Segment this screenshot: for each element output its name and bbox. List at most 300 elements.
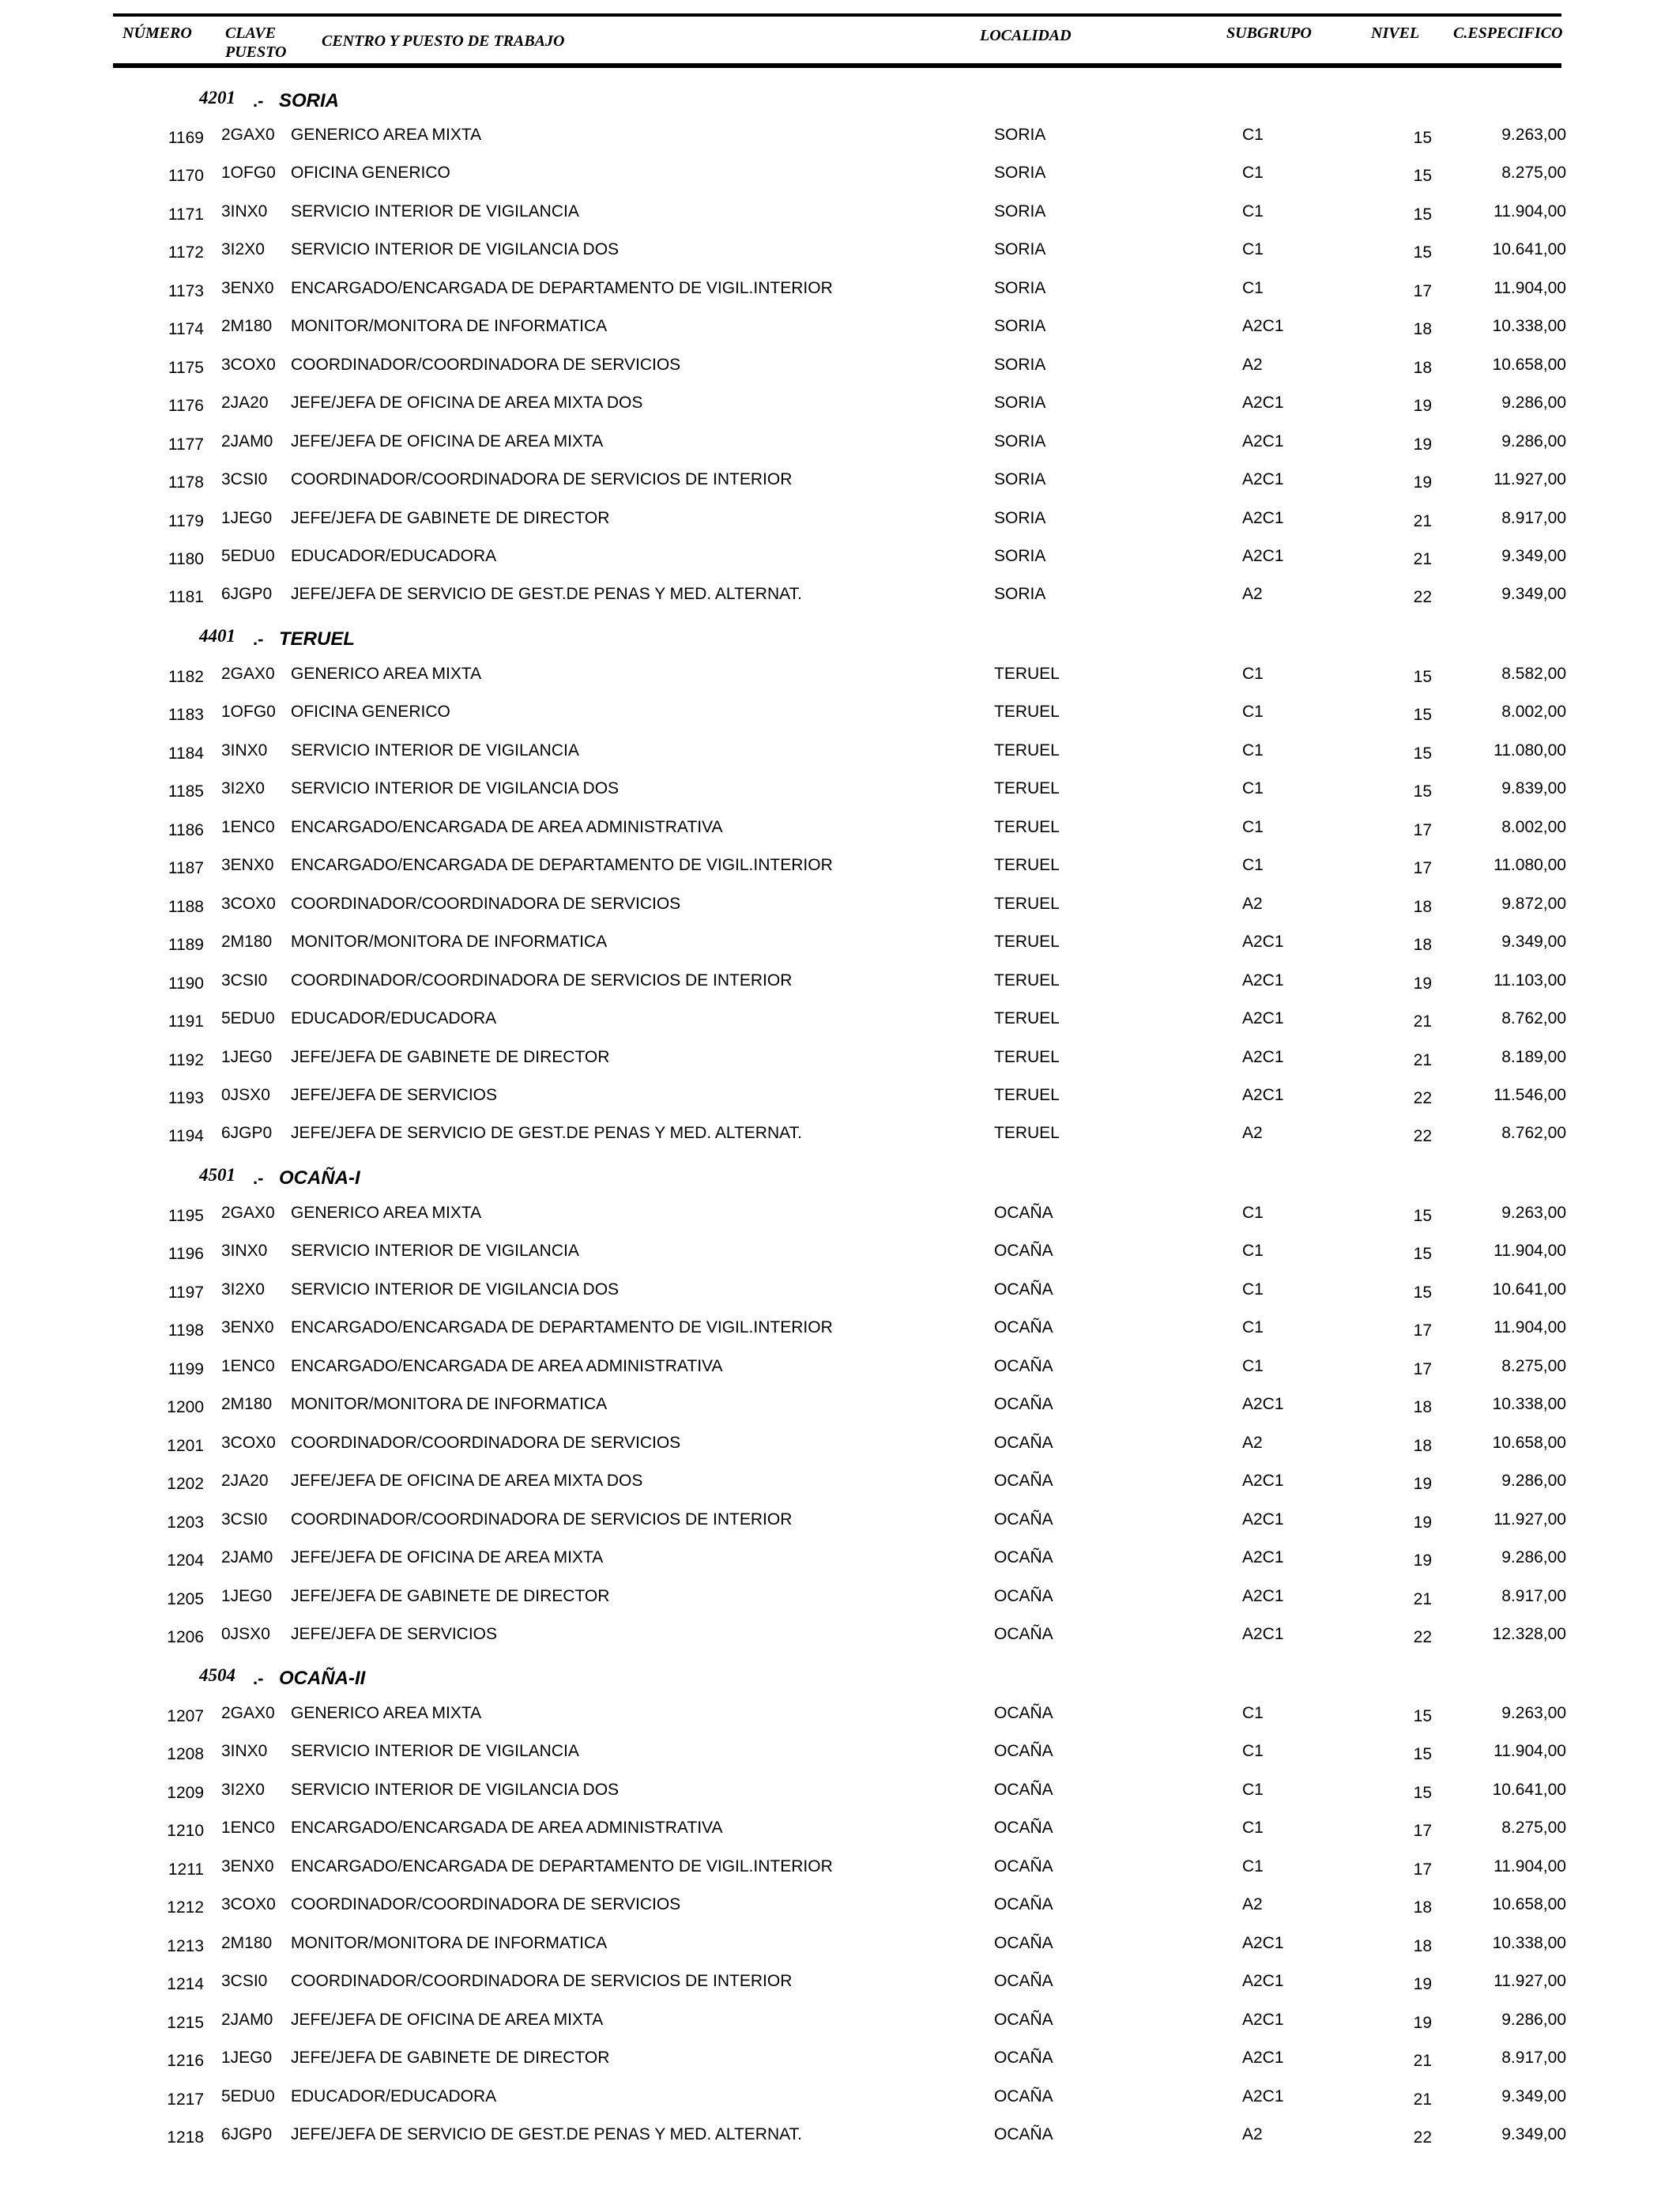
- row-localidad: SORIA: [994, 279, 1046, 297]
- row-numero: 1211: [168, 1860, 204, 1879]
- row-subgrupo: C1: [1242, 856, 1264, 874]
- row-puesto: SERVICIO INTERIOR DE VIGILANCIA: [291, 1242, 579, 1260]
- row-puesto: SERVICIO INTERIOR DE VIGILANCIA: [291, 741, 579, 760]
- row-nivel: 15: [1413, 205, 1432, 224]
- table-row: [0, 469, 1680, 493]
- row-especifico: 8.189,00: [1501, 1048, 1566, 1066]
- row-especifico: 9.263,00: [1501, 1704, 1566, 1722]
- row-subgrupo: C1: [1242, 1857, 1264, 1875]
- row-numero: 1178: [168, 473, 204, 492]
- row-numero: 1192: [168, 1051, 204, 1069]
- row-localidad: OCAÑA: [994, 1242, 1053, 1260]
- row-localidad: OCAÑA: [994, 1472, 1053, 1490]
- row-puesto: MONITOR/MONITORA DE INFORMATICA: [291, 933, 608, 951]
- row-numero: 1172: [168, 243, 204, 262]
- row-clave: 2M180: [221, 1395, 273, 1413]
- row-nivel: 22: [1413, 1628, 1432, 1646]
- row-numero: 1183: [168, 706, 204, 724]
- row-nivel: 21: [1413, 2052, 1432, 2070]
- row-nivel: 22: [1413, 1127, 1432, 1145]
- row-localidad: OCAÑA: [994, 2087, 1053, 2105]
- row-nivel: 15: [1413, 243, 1432, 262]
- row-nivel: 15: [1413, 782, 1432, 801]
- row-numero: 1176: [168, 397, 204, 415]
- row-localidad: TERUEL: [994, 856, 1060, 874]
- table-row: [0, 2048, 1680, 2071]
- row-localidad: TERUEL: [994, 1009, 1060, 1027]
- table-row: [0, 1586, 1680, 1610]
- header-clave: [225, 24, 286, 62]
- row-numero: 1180: [168, 550, 204, 568]
- row-puesto: COORDINADOR/COORDINADORA DE SERVICIOS DE INTERIOR: [291, 1510, 793, 1529]
- row-subgrupo: A2C1: [1242, 1086, 1284, 1104]
- row-clave: 5EDU0: [221, 2087, 275, 2105]
- row-nivel: 19: [1413, 473, 1432, 492]
- row-subgrupo: A2C1: [1242, 1934, 1284, 1952]
- row-puesto: COORDINADOR/COORDINADORA DE SERVICIOS: [291, 895, 681, 913]
- row-localidad: TERUEL: [994, 933, 1060, 951]
- row-nivel: 17: [1413, 1321, 1432, 1340]
- row-especifico: 11.904,00: [1494, 279, 1566, 297]
- row-nivel: 22: [1413, 1089, 1432, 1107]
- row-localidad: TERUEL: [994, 703, 1060, 721]
- row-especifico: 8.917,00: [1501, 1587, 1566, 1605]
- row-numero: 1204: [167, 1551, 204, 1570]
- table-row: [0, 1356, 1680, 1380]
- row-especifico: 9.286,00: [1501, 2011, 1566, 2029]
- row-subgrupo: C1: [1242, 1742, 1264, 1760]
- row-puesto: JEFE/JEFA DE GABINETE DE DIRECTOR: [291, 1048, 610, 1066]
- table-row: [0, 1741, 1680, 1765]
- row-clave: 0JSX0: [221, 1625, 270, 1643]
- row-especifico: 11.927,00: [1494, 470, 1566, 488]
- row-especifico: 8.275,00: [1501, 1357, 1566, 1375]
- row-clave: 2M180: [221, 933, 273, 951]
- row-localidad: OCAÑA: [994, 1819, 1053, 1837]
- row-subgrupo: A2C1: [1242, 317, 1284, 335]
- section-heading: [0, 1163, 1680, 1190]
- row-nivel: 18: [1413, 1898, 1432, 1917]
- row-puesto: JEFE/JEFA DE OFICINA DE AREA MIXTA DOS: [291, 394, 643, 412]
- row-clave: 1OFG0: [221, 164, 276, 182]
- table-row: [0, 664, 1680, 688]
- row-subgrupo: A2C1: [1242, 933, 1284, 951]
- row-numero: 1194: [168, 1127, 204, 1145]
- row-localidad: SORIA: [994, 585, 1046, 603]
- table-row: [0, 355, 1680, 379]
- row-clave: 2GAX0: [221, 665, 275, 683]
- row-subgrupo: A2C1: [1242, 971, 1284, 990]
- row-subgrupo: C1: [1242, 202, 1264, 221]
- row-clave: 2M180: [221, 1934, 273, 1952]
- row-numero: 1201: [167, 1437, 204, 1455]
- row-numero: 1186: [168, 821, 204, 839]
- row-puesto: SERVICIO INTERIOR DE VIGILANCIA DOS: [291, 240, 620, 258]
- row-subgrupo: C1: [1242, 240, 1264, 258]
- row-clave: 3CSI0: [221, 470, 268, 488]
- row-nivel: 18: [1413, 1437, 1432, 1455]
- section-heading: [0, 624, 1680, 651]
- row-subgrupo: C1: [1242, 1781, 1264, 1799]
- row-localidad: SORIA: [994, 164, 1046, 182]
- row-nivel: 22: [1413, 588, 1432, 606]
- table-row: [0, 1394, 1680, 1418]
- section-separator: .-: [253, 1168, 264, 1188]
- table-row: [0, 1933, 1680, 1957]
- row-numero: 1173: [168, 282, 204, 300]
- row-clave: 3ENX0: [221, 1857, 274, 1875]
- row-subgrupo: C1: [1242, 665, 1264, 683]
- row-subgrupo: A2: [1242, 895, 1263, 913]
- row-numero: 1184: [168, 745, 204, 763]
- row-nivel: 21: [1413, 1012, 1432, 1031]
- row-especifico: 11.080,00: [1494, 741, 1566, 760]
- row-especifico: 10.641,00: [1492, 1781, 1566, 1799]
- row-numero: 1207: [167, 1707, 204, 1725]
- row-puesto: MONITOR/MONITORA DE INFORMATICA: [291, 1934, 608, 1952]
- row-clave: 3I2X0: [221, 779, 265, 797]
- row-clave: 3CSI0: [221, 971, 268, 990]
- table-row: [0, 316, 1680, 340]
- section-separator: .-: [253, 91, 264, 111]
- row-especifico: 8.917,00: [1501, 509, 1566, 527]
- row-clave: 1ENC0: [221, 1819, 275, 1837]
- table-row: [0, 163, 1680, 187]
- table-row: [0, 932, 1680, 956]
- row-numero: 1198: [168, 1321, 204, 1340]
- row-puesto: COORDINADOR/COORDINADORA DE SERVICIOS: [291, 356, 681, 374]
- row-especifico: 10.641,00: [1492, 240, 1566, 258]
- row-nivel: 21: [1413, 1051, 1432, 1069]
- row-localidad: OCAÑA: [994, 1318, 1053, 1336]
- row-especifico: 9.349,00: [1501, 2087, 1566, 2105]
- row-nivel: 18: [1413, 1937, 1432, 1955]
- row-nivel: 15: [1413, 1245, 1432, 1263]
- row-puesto: EDUCADOR/EDUCADORA: [291, 2087, 497, 2105]
- row-localidad: SORIA: [994, 356, 1046, 374]
- row-subgrupo: A2C1: [1242, 2011, 1284, 2029]
- row-nivel: 18: [1413, 359, 1432, 377]
- section-heading: [0, 1664, 1680, 1691]
- table-row: [0, 1203, 1680, 1227]
- row-especifico: 8.762,00: [1501, 1009, 1566, 1027]
- row-subgrupo: C1: [1242, 1204, 1264, 1222]
- row-puesto: JEFE/JEFA DE SERVICIO DE GEST.DE PENAS Y MED. ALTERNAT.: [291, 585, 802, 603]
- row-puesto: COORDINADOR/COORDINADORA DE SERVICIOS: [291, 1434, 681, 1452]
- row-subgrupo: A2C1: [1242, 1395, 1284, 1413]
- row-puesto: SERVICIO INTERIOR DE VIGILANCIA DOS: [291, 1781, 620, 1799]
- row-subgrupo: A2C1: [1242, 432, 1284, 450]
- row-numero: 1169: [168, 129, 204, 147]
- row-nivel: 18: [1413, 898, 1432, 916]
- row-especifico: 10.338,00: [1492, 1934, 1566, 1952]
- row-especifico: 9.263,00: [1501, 1204, 1566, 1222]
- row-especifico: 12.328,00: [1492, 1625, 1566, 1643]
- row-nivel: 15: [1413, 745, 1432, 763]
- row-nivel: 15: [1413, 1784, 1432, 1802]
- row-nivel: 15: [1413, 668, 1432, 686]
- row-especifico: 10.338,00: [1492, 317, 1566, 335]
- row-subgrupo: A2C1: [1242, 1972, 1284, 1990]
- row-clave: 1ENC0: [221, 818, 275, 836]
- row-numero: 1182: [168, 668, 204, 686]
- row-clave: 3COX0: [221, 1434, 276, 1452]
- row-nivel: 21: [1413, 1590, 1432, 1608]
- row-numero: 1181: [168, 588, 204, 606]
- row-localidad: OCAÑA: [994, 1704, 1053, 1722]
- row-localidad: OCAÑA: [994, 1204, 1053, 1222]
- table-row: [0, 702, 1680, 726]
- row-especifico: 9.263,00: [1501, 126, 1566, 144]
- section-code: 4504: [199, 1665, 235, 1685]
- row-nivel: 17: [1413, 1822, 1432, 1840]
- row-especifico: 9.349,00: [1501, 547, 1566, 565]
- table-row: [0, 1894, 1680, 1918]
- row-numero: 1203: [167, 1514, 204, 1532]
- row-subgrupo: C1: [1242, 1704, 1264, 1722]
- row-subgrupo: C1: [1242, 1280, 1264, 1299]
- row-puesto: JEFE/JEFA DE OFICINA DE AREA MIXTA: [291, 1548, 604, 1566]
- row-subgrupo: C1: [1242, 1318, 1264, 1336]
- row-nivel: 17: [1413, 859, 1432, 877]
- table-row: [0, 1433, 1680, 1457]
- row-localidad: SORIA: [994, 240, 1046, 258]
- row-localidad: OCAÑA: [994, 1625, 1053, 1643]
- row-puesto: JEFE/JEFA DE SERVICIOS: [291, 1625, 498, 1643]
- row-nivel: 15: [1413, 1745, 1432, 1763]
- row-clave: 2JAM0: [221, 432, 273, 450]
- table-row: [0, 1510, 1680, 1533]
- table-row: [0, 1780, 1680, 1804]
- row-puesto: COORDINADOR/COORDINADORA DE SERVICIOS: [291, 1895, 681, 1913]
- row-subgrupo: A2C1: [1242, 2049, 1284, 2067]
- table-row: [0, 1047, 1680, 1071]
- row-nivel: 22: [1413, 2128, 1432, 2147]
- section-separator: .-: [253, 1668, 264, 1688]
- row-puesto: ENCARGADO/ENCARGADA DE DEPARTAMENTO DE VIGIL.INTERIOR: [291, 856, 833, 874]
- row-localidad: TERUEL: [994, 895, 1060, 913]
- row-nivel: 17: [1413, 1360, 1432, 1378]
- row-especifico: 9.286,00: [1501, 432, 1566, 450]
- table-row: [0, 2124, 1680, 2148]
- table-row: [0, 202, 1680, 225]
- row-clave: 3COX0: [221, 1895, 276, 1913]
- row-puesto: GENERICO AREA MIXTA: [291, 1704, 482, 1722]
- row-nivel: 19: [1413, 1475, 1432, 1493]
- row-subgrupo: A2: [1242, 1434, 1263, 1452]
- row-puesto: SERVICIO INTERIOR DE VIGILANCIA DOS: [291, 779, 620, 797]
- table-row: [0, 278, 1680, 302]
- row-numero: 1210: [167, 1822, 204, 1840]
- row-nivel: 19: [1413, 974, 1432, 993]
- row-localidad: OCAÑA: [994, 1434, 1053, 1452]
- row-subgrupo: C1: [1242, 703, 1264, 721]
- row-especifico: 9.286,00: [1501, 1548, 1566, 1566]
- row-localidad: TERUEL: [994, 1086, 1060, 1104]
- table-row: [0, 584, 1680, 608]
- row-nivel: 19: [1413, 1975, 1432, 1993]
- row-especifico: 9.872,00: [1501, 895, 1566, 913]
- row-localidad: OCAÑA: [994, 2011, 1053, 2029]
- row-numero: 1205: [167, 1590, 204, 1608]
- row-puesto: COORDINADOR/COORDINADORA DE SERVICIOS DE INTERIOR: [291, 971, 793, 990]
- row-nivel: 17: [1413, 821, 1432, 839]
- row-clave: 3I2X0: [221, 240, 265, 258]
- row-subgrupo: C1: [1242, 164, 1264, 182]
- header-centro: CENTRO Y PUESTO DE TRABAJO: [322, 32, 565, 50]
- row-puesto: JEFE/JEFA DE SERVICIO DE GEST.DE PENAS Y MED. ALTERNAT.: [291, 1124, 802, 1142]
- row-subgrupo: C1: [1242, 1357, 1264, 1375]
- row-clave: 5EDU0: [221, 547, 275, 565]
- row-puesto: GENERICO AREA MIXTA: [291, 665, 482, 683]
- table-row: [0, 971, 1680, 994]
- row-numero: 1209: [167, 1784, 204, 1802]
- row-nivel: 17: [1413, 1860, 1432, 1879]
- row-numero: 1217: [167, 2090, 204, 2109]
- table-row: [0, 778, 1680, 802]
- row-numero: 1185: [168, 782, 204, 801]
- table-row: [0, 1280, 1680, 1303]
- table-row: [0, 2087, 1680, 2110]
- table-row: [0, 1624, 1680, 1648]
- table-row: [0, 894, 1680, 918]
- row-numero: 1212: [167, 1898, 204, 1917]
- table-row: [0, 1971, 1680, 1995]
- row-puesto: GENERICO AREA MIXTA: [291, 1204, 482, 1222]
- row-numero: 1197: [168, 1284, 204, 1302]
- row-subgrupo: C1: [1242, 1242, 1264, 1260]
- row-localidad: OCAÑA: [994, 1781, 1053, 1799]
- row-puesto: SERVICIO INTERIOR DE VIGILANCIA: [291, 1742, 579, 1760]
- row-especifico: 9.286,00: [1501, 1472, 1566, 1490]
- table-row: [0, 1123, 1680, 1147]
- row-numero: 1187: [168, 859, 204, 877]
- row-numero: 1188: [168, 898, 204, 916]
- row-nivel: 15: [1413, 129, 1432, 147]
- table-row: [0, 393, 1680, 417]
- row-clave: 3COX0: [221, 895, 276, 913]
- row-localidad: TERUEL: [994, 665, 1060, 683]
- row-numero: 1175: [168, 359, 204, 377]
- row-clave: 2JAM0: [221, 2011, 273, 2029]
- row-nivel: 15: [1413, 1207, 1432, 1225]
- row-especifico: 8.002,00: [1501, 818, 1566, 836]
- row-especifico: 8.762,00: [1501, 1124, 1566, 1142]
- row-numero: 1189: [168, 936, 204, 954]
- row-nivel: 18: [1413, 936, 1432, 954]
- header-bottom-rule: [113, 63, 1561, 68]
- header-numero: NÚMERO: [122, 25, 192, 42]
- row-subgrupo: A2C1: [1242, 2087, 1284, 2105]
- row-clave: 1OFG0: [221, 703, 276, 721]
- row-numero: 1174: [168, 320, 204, 338]
- row-localidad: TERUEL: [994, 971, 1060, 990]
- row-subgrupo: A2: [1242, 1124, 1263, 1142]
- row-numero: 1215: [167, 2014, 204, 2032]
- table-row: [0, 546, 1680, 570]
- row-especifico: 10.658,00: [1492, 1434, 1566, 1452]
- row-localidad: SORIA: [994, 202, 1046, 221]
- row-subgrupo: A2C1: [1242, 470, 1284, 488]
- row-localidad: TERUEL: [994, 818, 1060, 836]
- row-localidad: TERUEL: [994, 779, 1060, 797]
- row-especifico: 10.338,00: [1492, 1395, 1566, 1413]
- row-localidad: SORIA: [994, 126, 1046, 144]
- row-numero: 1214: [167, 1975, 204, 1993]
- row-nivel: 15: [1413, 1284, 1432, 1302]
- row-puesto: JEFE/JEFA DE GABINETE DE DIRECTOR: [291, 1587, 610, 1605]
- table-row: [0, 239, 1680, 263]
- row-clave: 3ENX0: [221, 279, 274, 297]
- row-especifico: 11.904,00: [1494, 1857, 1566, 1875]
- section-code: 4201: [199, 88, 235, 107]
- row-clave: 1JEG0: [221, 1048, 273, 1066]
- row-subgrupo: A2C1: [1242, 394, 1284, 412]
- row-localidad: OCAÑA: [994, 1934, 1053, 1952]
- row-especifico: 10.658,00: [1492, 356, 1566, 374]
- row-puesto: JEFE/JEFA DE SERVICIO DE GEST.DE PENAS Y MED. ALTERNAT.: [291, 2125, 802, 2143]
- row-clave: 6JGP0: [221, 1124, 273, 1142]
- row-especifico: 11.904,00: [1494, 1318, 1566, 1336]
- row-puesto: JEFE/JEFA DE OFICINA DE AREA MIXTA: [291, 432, 604, 450]
- row-numero: 1179: [168, 512, 204, 530]
- row-clave: 3CSI0: [221, 1510, 268, 1529]
- row-puesto: SERVICIO INTERIOR DE VIGILANCIA DOS: [291, 1280, 620, 1299]
- row-subgrupo: A2C1: [1242, 547, 1284, 565]
- row-numero: 1196: [168, 1245, 204, 1263]
- row-nivel: 18: [1413, 1398, 1432, 1416]
- table-row: [0, 1547, 1680, 1571]
- row-subgrupo: A2C1: [1242, 509, 1284, 527]
- section-heading: [0, 86, 1680, 113]
- header-cespecifico: C.ESPECIFICO: [1453, 25, 1563, 42]
- row-nivel: 19: [1413, 397, 1432, 415]
- row-numero: 1193: [168, 1089, 204, 1107]
- row-clave: 3I2X0: [221, 1280, 265, 1299]
- section-name: OCAÑA-I: [279, 1167, 360, 1189]
- row-puesto: MONITOR/MONITORA DE INFORMATICA: [291, 317, 608, 335]
- table-row: [0, 855, 1680, 879]
- row-puesto: ENCARGADO/ENCARGADA DE AREA ADMINISTRATIVA: [291, 818, 723, 836]
- row-puesto: COORDINADOR/COORDINADORA DE SERVICIOS DE INTERIOR: [291, 470, 793, 488]
- row-nivel: 15: [1413, 167, 1432, 185]
- header-clave-line1: CLAVE: [225, 25, 277, 42]
- row-numero: 1213: [167, 1937, 204, 1955]
- row-subgrupo: A2: [1242, 585, 1263, 603]
- row-puesto: MONITOR/MONITORA DE INFORMATICA: [291, 1395, 608, 1413]
- table-row: [0, 1008, 1680, 1032]
- row-clave: 2GAX0: [221, 1204, 275, 1222]
- row-clave: 1JEG0: [221, 2049, 273, 2067]
- row-puesto: OFICINA GENERICO: [291, 703, 450, 721]
- row-subgrupo: C1: [1242, 779, 1264, 797]
- row-puesto: JEFE/JEFA DE OFICINA DE AREA MIXTA: [291, 2011, 604, 2029]
- row-especifico: 8.917,00: [1501, 2049, 1566, 2067]
- table-row: [0, 1857, 1680, 1880]
- row-subgrupo: A2: [1242, 1895, 1263, 1913]
- section-code: 4501: [199, 1165, 235, 1185]
- row-numero: 1191: [168, 1012, 204, 1031]
- row-subgrupo: A2: [1242, 2125, 1263, 2143]
- row-numero: 1206: [167, 1628, 204, 1646]
- section-separator: .-: [253, 629, 264, 649]
- table-row: [0, 1818, 1680, 1842]
- row-subgrupo: C1: [1242, 279, 1264, 297]
- row-clave: 3INX0: [221, 1242, 268, 1260]
- row-especifico: 11.080,00: [1494, 856, 1566, 874]
- row-localidad: OCAÑA: [994, 1895, 1053, 1913]
- row-clave: 3INX0: [221, 1742, 268, 1760]
